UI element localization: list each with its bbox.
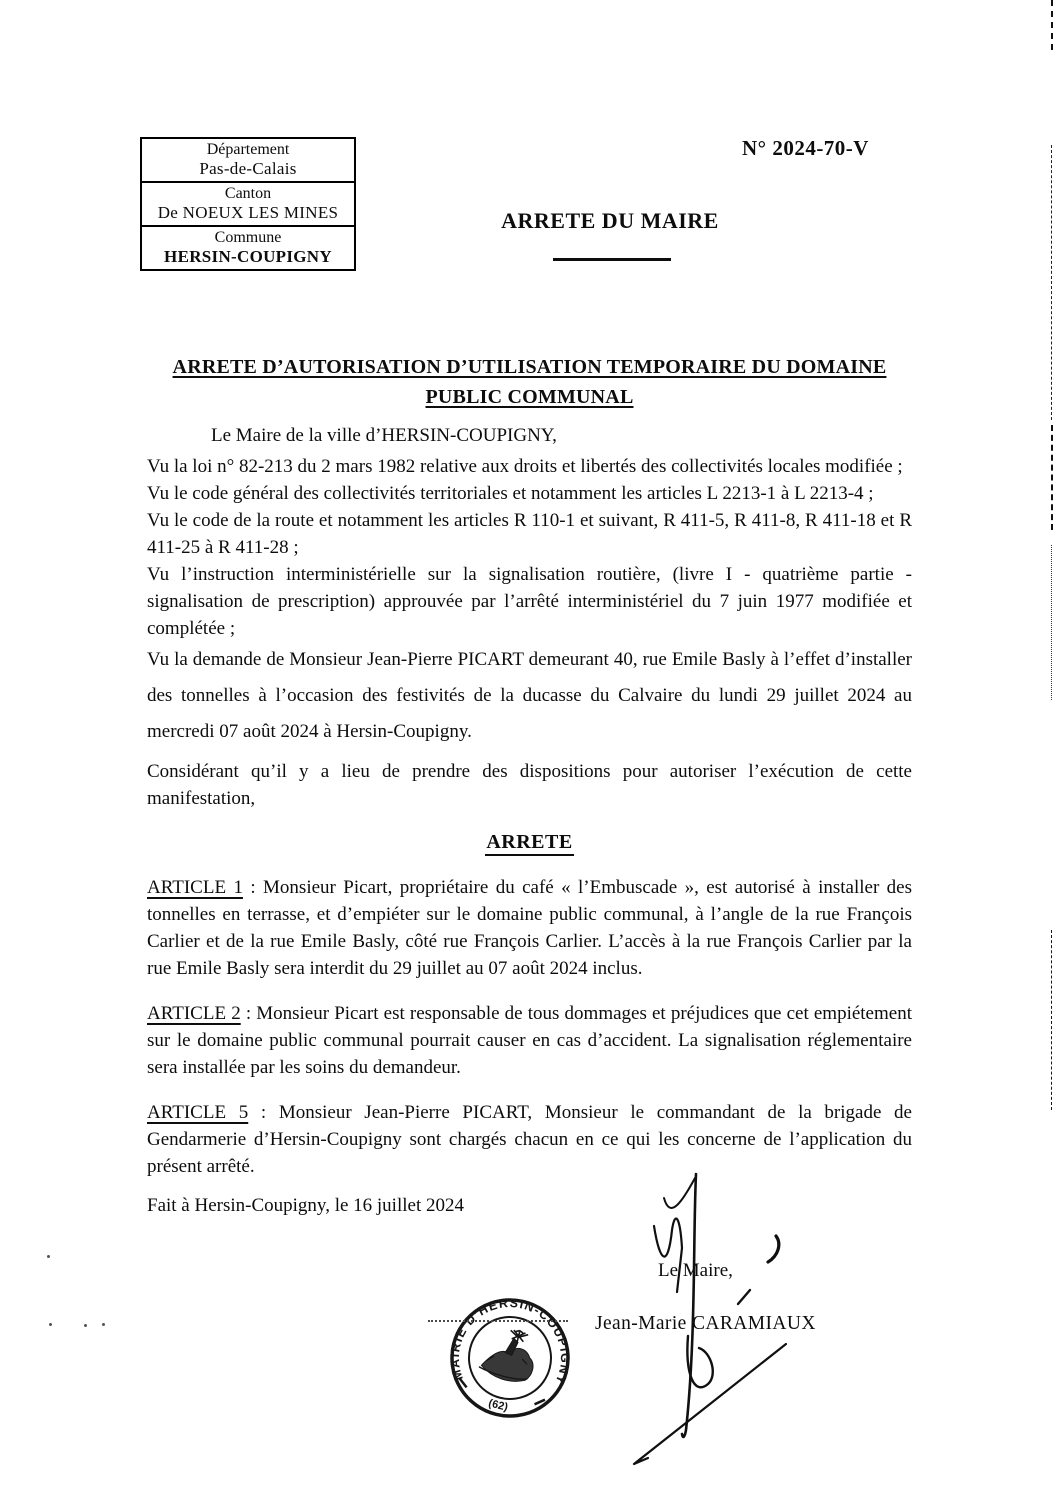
scan-speck xyxy=(47,1255,50,1258)
article-1-label: ARTICLE 1 xyxy=(147,877,243,898)
municipal-seal-stamp xyxy=(428,1276,592,1440)
arrete-heading-text: ARRETE xyxy=(485,831,573,856)
recital-cgct: Vu le code général des collectivités territoriales et notamment les articles L 2213-1 à L 2213-4 ; xyxy=(147,483,874,504)
stamp-bottom-text: (62) xyxy=(487,1397,510,1414)
department-value: Pas-de-Calais xyxy=(199,159,297,178)
scan-artifact-line xyxy=(1051,145,1052,420)
considerant-paragraph: Considérant qu’il y a lieu de prendre des dispositions pour autoriser l’exécution de cette manifestation, xyxy=(147,761,912,809)
recital-instruction: Vu l’instruction interministérielle sur la signalisation routière, (livre I - quatrième partie - signalisation de prescription) approuvée par l’arrêté interministériel du 7 juin 1977 modifiée et complétée ; xyxy=(147,564,912,639)
place-date-line: Fait à Hersin-Coupigny, le 16 juillet 2024 xyxy=(147,1195,464,1216)
scan-speck xyxy=(102,1323,105,1326)
article-2-label: ARTICLE 2 xyxy=(147,1003,241,1024)
article-5-text: Monsieur Jean-Pierre PICART, Monsieur le commandant de la brigade de Gendarmerie d’Hersin-Coupigny sont chargés chacun en ce qui les concerne de l’application du présent arrêté. xyxy=(147,1102,912,1177)
commune-value: HERSIN-COUPIGNY xyxy=(164,247,332,266)
article-1-colon: : xyxy=(242,877,264,898)
signature-main-vertical xyxy=(682,1174,696,1437)
article-2-colon: : xyxy=(240,1003,257,1024)
scan-artifact-line xyxy=(1051,425,1053,530)
commune-cell xyxy=(142,225,354,269)
scan-artifact-line xyxy=(1051,0,1053,50)
recital-code-route: Vu le code de la route et notamment les articles R 110-1 et suivant, R 411-5, R 411-8, R 411-18 et R 411-25 à R 411-28 ; xyxy=(147,510,912,558)
scan-speck xyxy=(49,1323,52,1326)
department-cell xyxy=(142,139,354,181)
article-5-label: ARTICLE 5 xyxy=(147,1102,249,1123)
canton-value: De NOEUX LES MINES xyxy=(157,203,339,222)
arrete-heading xyxy=(147,828,912,856)
article-2 xyxy=(147,1000,912,1081)
article-1-text: Monsieur Picart, propriétaire du café « l’Embuscade », est autorisé à installer des tonnelles en terrasse, et d’empiéter sur le domaine public communal, à l’angle de la rue François Carlier et de la rue Emile Basly, côté rue François Carlier. L’accès à la rue François Carlier par la rue Emile Basly sera interdit du 29 juillet au 07 août 2024 inclus. xyxy=(147,877,912,979)
scan-artifact-line xyxy=(1051,930,1052,1110)
signatory-name: Jean-Marie CARAMIAUX xyxy=(595,1313,816,1334)
administrative-header-box xyxy=(140,137,356,271)
scan-artifact-dotted-line xyxy=(428,1320,568,1322)
signatory-title: Le Maire, xyxy=(658,1260,733,1281)
stamp-ring-text: MAIRIE D’HERSIN-COUPIGNY xyxy=(447,1295,573,1388)
article-5-colon: : xyxy=(248,1102,279,1123)
signature-apostrophe-stroke xyxy=(768,1236,779,1262)
decree-title-line1: ARRETE D’AUTORISATION D’UTILISATION TEMPORAIRE DU DOMAINE xyxy=(172,356,887,378)
decree-reference-number: N° 2024-70-V xyxy=(742,136,869,160)
department-label: Département xyxy=(206,141,290,158)
decree-body xyxy=(147,352,912,1219)
handwritten-signature xyxy=(598,1168,830,1476)
article-1 xyxy=(147,874,912,982)
scan-speck xyxy=(84,1324,87,1327)
signature-m-loops xyxy=(654,1218,682,1292)
recital-demande: Vu la demande de Monsieur Jean-Pierre PICART demeurant 40, rue Emile Basly à l’effet d’installer des tonnelles à l’occasion des festivités de la ducasse du Calvaire du lundi 29 juillet 2024 au mercredi 07 août 2024 à Hersin-Coupigny. xyxy=(147,649,912,742)
decree-title xyxy=(147,352,912,412)
scan-artifact-line xyxy=(1051,545,1052,700)
heading-rule xyxy=(553,258,671,261)
signature-top-hook xyxy=(664,1178,695,1208)
stamp-emblem xyxy=(477,1323,541,1386)
article-2-text: Monsieur Picart est responsable de tous dommages et préjudices que cet empiétement sur le domaine public communal pourrait causer en cas d’accident. La signalisation réglementaire sera installée par les soins du demandeur. xyxy=(147,1003,912,1078)
canton-label: Canton xyxy=(224,185,272,202)
opening-line: Le Maire de la ville d’HERSIN-COUPIGNY, xyxy=(211,425,557,446)
document-type-heading: ARRETE DU MAIRE xyxy=(501,208,719,233)
canton-cell xyxy=(142,181,354,225)
decree-title-line2: PUBLIC COMMUNAL xyxy=(425,386,634,408)
signature-tick xyxy=(738,1290,750,1304)
commune-label: Commune xyxy=(214,229,282,246)
recital-law: Vu la loi n° 82-213 du 2 mars 1982 relative aux droits et libertés des collectivités locales modifiée ; xyxy=(147,456,903,477)
